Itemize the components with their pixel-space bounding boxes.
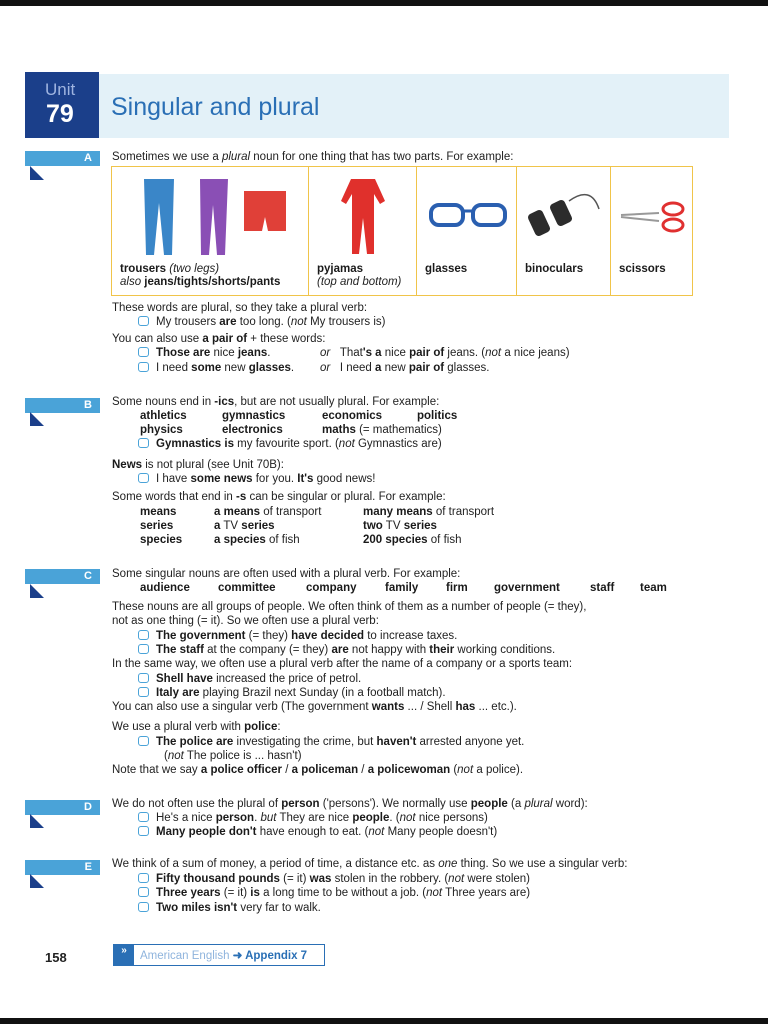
section-letter: A (84, 152, 92, 164)
example-row: I need some new glasses. (138, 361, 294, 375)
example-row: The staff at the company (= they) are not happy with their working conditions. (138, 643, 555, 657)
bullet-icon (138, 687, 149, 697)
bullet-icon (138, 826, 149, 836)
section-d-label (25, 800, 100, 815)
example-note: (not The police is ... hasn't) (164, 750, 302, 762)
example-row: Gymnastics is my favourite sport. (not Gymnastics are) (138, 437, 442, 451)
example-row: The police are investigating the crime, but haven't arrested anyone yet. (138, 735, 524, 749)
section-b-marker (30, 412, 44, 426)
section-b-para-2: News is not plural (see Unit 70B): (112, 459, 284, 471)
bullet-icon (138, 362, 149, 372)
scissors-illustration (611, 171, 689, 266)
ics-row-1: athletics gymnastics economics politics (140, 410, 458, 422)
section-letter: E (84, 861, 92, 873)
example-row-alt: or I need a new pair of glasses. (320, 362, 490, 374)
section-a-marker (30, 166, 44, 180)
example-row: He's a nice person. but They are nice people. (not nice persons) (138, 811, 488, 825)
picture-cell-trousers (112, 167, 309, 295)
example-row: The government (= they) have decided to increase taxes. (138, 629, 457, 643)
page-top-edge (0, 0, 768, 6)
bullet-icon (138, 347, 149, 357)
section-letter: C (84, 570, 92, 582)
pyjamas-illustration (313, 171, 413, 266)
appendix-label: American English ➜ Appendix 7 (140, 950, 308, 962)
section-a-para-2: You can also use a pair of + these words: (112, 333, 326, 345)
caption-glasses: glasses (425, 263, 468, 275)
section-letter: B (84, 399, 92, 411)
example-row: Those are nice jeans. (138, 346, 270, 360)
example-row: Fifty thousand pounds (= it) was stolen in the robbery. (not were stolen) (138, 872, 530, 886)
caption-trousers: trousers (two legs) also jeans/tights/shorts/pants (120, 263, 281, 288)
appendix-arrow-icon: » (114, 945, 134, 965)
section-c-para-4: In the same way, we often use a plural verb after the name of a company or a sports team: (112, 658, 573, 670)
section-a-intro: Sometimes we use a plural noun for one thing that has two parts. For example: (112, 151, 514, 163)
example-row: Italy are playing Brazil next Sunday (in a football match). (138, 686, 446, 700)
section-b-para-3: Some words that end in -s can be singular or plural. For example: (112, 491, 446, 503)
example-row: I have some news for you. It's good news! (138, 472, 375, 486)
bullet-icon (138, 736, 149, 746)
means-row: means a means of transport many means of transport (140, 506, 495, 518)
section-c-para-7: Note that we say a police officer / a policeman / a policewoman (not a police). (112, 764, 524, 776)
caption-pyjamas: pyjamas (top and bottom) (317, 263, 402, 288)
bullet-icon (138, 873, 149, 883)
bullet-icon (138, 644, 149, 654)
picture-cell-glasses (417, 167, 517, 295)
section-d-marker (30, 814, 44, 828)
example-row: My trousers are too long. (not My trousers is) (138, 315, 385, 329)
example-row: Many people don't have enough to eat. (not Many people doesn't) (138, 825, 497, 839)
section-c-marker (30, 584, 44, 598)
species-row: species a species of fish 200 species of fish (140, 534, 462, 546)
example-row: Three years (= it) is a long time to be without a job. (not Three years are) (138, 886, 530, 900)
unit-label: Unit (45, 80, 76, 99)
group-nouns-row: audience committee company family firm government staff team (140, 582, 667, 594)
section-e-marker (30, 874, 44, 888)
section-c-label (25, 569, 100, 584)
bullet-icon (138, 473, 149, 483)
bullet-icon (138, 812, 149, 822)
section-d-para-1: We do not often use the plural of person ('persons'). We normally use people (a plural word): (112, 798, 588, 810)
picture-table (111, 166, 693, 296)
section-c-para-2: These nouns are all groups of people. We often think of them as a number of people (= they), (112, 601, 587, 613)
page-number: 158 (45, 950, 67, 965)
section-c-para-6: We use a plural verb with police: (112, 721, 281, 733)
appendix-reference[interactable] (113, 944, 325, 966)
trousers-illustration (116, 171, 306, 266)
glasses-illustration (419, 171, 515, 266)
caption-scissors: scissors (619, 263, 666, 275)
section-b-para-1: Some nouns end in -ics, but are not usually plural. For example: (112, 396, 440, 408)
unit-number: 79 (46, 100, 74, 128)
bullet-icon (138, 887, 149, 897)
bullet-icon (138, 438, 149, 448)
section-a-label (25, 151, 100, 166)
section-c-para-1: Some singular nouns are often used with a plural verb. For example: (112, 568, 461, 580)
bullet-icon (138, 630, 149, 640)
bullet-icon (138, 902, 149, 912)
page-title: Singular and plural (111, 93, 320, 121)
section-b-label (25, 398, 100, 413)
bullet-icon (138, 316, 149, 326)
picture-cell-scissors (611, 167, 691, 295)
example-row: Shell have increased the price of petrol. (138, 672, 361, 686)
section-e-label (25, 860, 100, 875)
section-e-para-1: We think of a sum of money, a period of time, a distance etc. as one thing. So we use a singular verb: (112, 858, 628, 870)
section-letter: D (84, 801, 92, 813)
bullet-icon (138, 673, 149, 683)
binoculars-illustration (519, 171, 609, 266)
caption-binoculars: binoculars (525, 263, 584, 275)
picture-cell-binoculars (517, 167, 611, 295)
section-a-para-1: These words are plural, so they take a plural verb: (112, 302, 368, 314)
ics-row-2: physics electronics maths (= mathematics) (140, 424, 442, 436)
section-c-para-3: not as one thing (= it). So we often use a plural verb: (112, 615, 379, 627)
example-row-alt: or That's a nice pair of jeans. (not a nice jeans) (320, 347, 570, 359)
page-bottom-edge (0, 1018, 768, 1024)
picture-cell-pyjamas (309, 167, 417, 295)
section-c-para-5: You can also use a singular verb (The government wants ... / Shell has ... etc.). (112, 701, 517, 713)
example-row: Two miles isn't very far to walk. (138, 901, 321, 915)
series-row: series a TV series two TV series (140, 520, 437, 532)
